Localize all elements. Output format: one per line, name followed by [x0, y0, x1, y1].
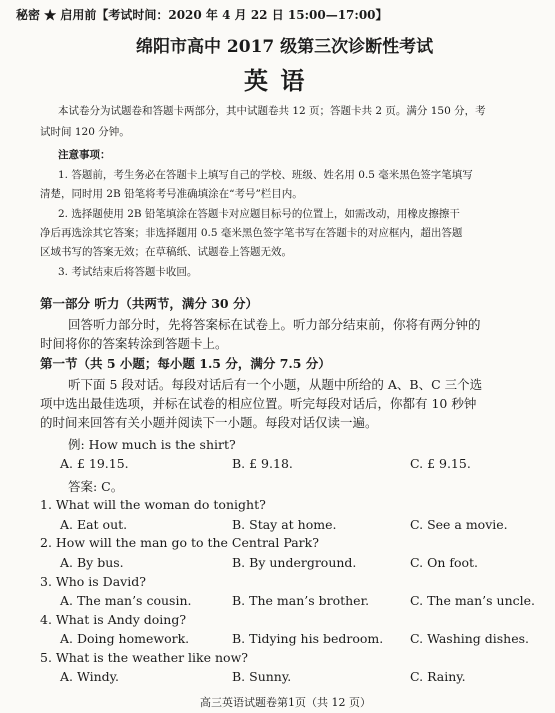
- question-option-b: B. The man’s brother.: [232, 593, 370, 608]
- question-option-b: B. Tidying his bedroom.: [232, 631, 384, 646]
- notes-title: 注意事项：: [58, 149, 111, 161]
- example-option-c: C. £ 9.15.: [410, 456, 471, 471]
- note-2-line-2: 净后再选涂其它答案；非选择题用 0.5 毫米黑色签字笔书写在答题卡的对应框内，超出答题: [40, 227, 463, 239]
- question-stem: 1. What will the woman do tonight?: [40, 497, 266, 512]
- secret-header: 秘密 ★ 启用前【考试时间：2020 年 4 月 22 日 15:00—17:00】: [16, 8, 388, 22]
- note-2-line-3: 区域书写的答案无效；在草稿纸、试题卷上答题无效。: [40, 246, 292, 258]
- question-option-a: A. Doing homework.: [60, 631, 190, 646]
- question-option-b: B. Sunny.: [232, 669, 292, 684]
- intro-line-2: 试时间 120 分钟。: [40, 126, 130, 138]
- intro-line-1: 本试卷分为试题卷和答题卡两部分，其中试题卷共 12 页；答题卡共 2 页。满分 150 分，考: [58, 105, 486, 117]
- question-stem: 3. Who is David?: [40, 574, 146, 589]
- part1-desc-line-2: 时间将你的答案转涂到答题卡上。: [40, 336, 228, 351]
- example-answer: 答案: C。: [68, 479, 124, 494]
- question-option-b: B. By underground.: [232, 555, 357, 570]
- question-option-c: C. On foot.: [410, 555, 479, 570]
- subject-title: 英 语: [244, 66, 307, 95]
- question-stem: 2. How will the man go to the Central Park?: [40, 535, 319, 550]
- note-1-line-1: 1. 答题前，考生务必在答题卡上填写自己的学校、班级、姓名用 0.5 毫米黑色签字笔填写: [58, 169, 473, 181]
- question-option-a: A. The man’s cousin.: [60, 593, 192, 608]
- question-option-a: A. Eat out.: [60, 517, 128, 532]
- question-option-c: C. Washing dishes.: [410, 631, 530, 646]
- example-option-b: B. £ 9.18.: [232, 456, 293, 471]
- page-footer: 高三英语试题卷第1页（共 12 页）: [200, 696, 371, 709]
- note-1-line-2: 清楚，同时用 2B 铅笔将考号准确填涂在“考号”栏目内。: [40, 188, 303, 200]
- part1-desc-line-1: 回答听力部分时，先将答案标在试卷上。听力部分结束前，你将有两分钟的: [68, 317, 481, 332]
- question-option-a: A. By bus.: [60, 555, 124, 570]
- question-option-a: A. Windy.: [60, 669, 120, 684]
- section1-desc-line-2: 项中选出最佳选项，并标在试卷的相应位置。听完每段对话后，你都有 10 秒钟: [40, 396, 477, 411]
- note-2-line-1: 2. 选择题使用 2B 铅笔填涂在答题卡对应题目标号的位置上，如需改动，用橡皮擦擦干: [58, 208, 460, 220]
- section1-title: 第一节（共 5 小题；每小题 1.5 分，满分 7.5 分）: [40, 356, 331, 371]
- part1-title: 第一部分 听力（共两节，满分 30 分）: [40, 296, 258, 311]
- exam-title: 绵阳市高中 2017 级第三次诊断性考试: [136, 37, 434, 57]
- question-option-c: C. Rainy.: [410, 669, 466, 684]
- section1-desc-line-3: 的时间来回答有关小题并阅读下一小题。每段对话仅读一遍。: [40, 415, 378, 430]
- question-option-b: B. Stay at home.: [232, 517, 337, 532]
- question-option-c: C. See a movie.: [410, 517, 508, 532]
- question-stem: 4. What is Andy doing?: [40, 612, 187, 627]
- question-stem: 5. What is the weather like now?: [40, 650, 248, 665]
- example-question: 例: How much is the shirt?: [68, 437, 236, 452]
- note-3: 3. 考试结束后将答题卡收回。: [58, 266, 198, 278]
- example-option-a: A. £ 19.15.: [60, 456, 129, 471]
- section1-desc-line-1: 听下面 5 段对话。每段对话后有一个小题，从题中所给的 A、B、C 三个选: [68, 377, 483, 392]
- question-option-c: C. The man’s uncle.: [410, 593, 536, 608]
